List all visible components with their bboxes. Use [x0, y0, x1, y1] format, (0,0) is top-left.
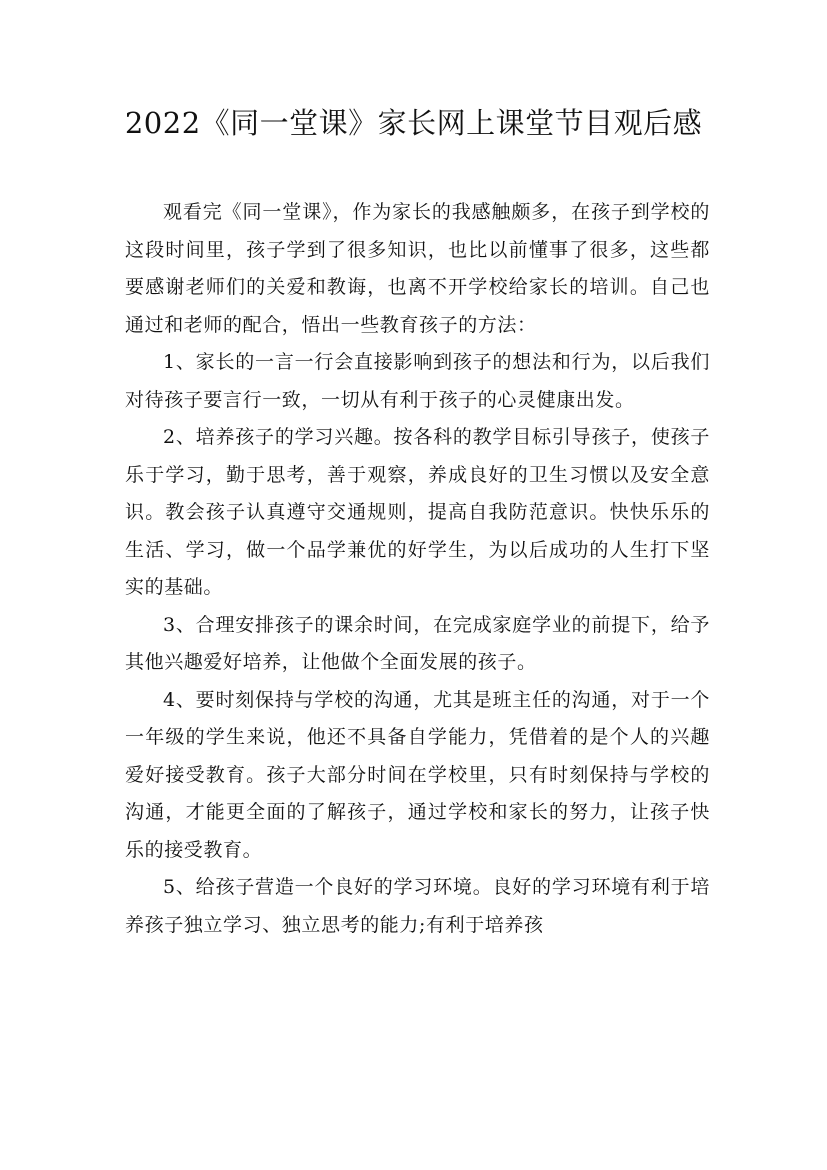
paragraph-point-4: 4、要时刻保持与学校的沟通，尤其是班主任的沟通，对于一个一年级的学生来说，他还不具备自学能力，凭借着的是个人的兴趣爱好接受教育。孩子大部分时间在学校里，只有时刻保持与学校的沟通，才能更全面的了解孩子，通过学校和家长的努力，让孩子快乐的接受教育。	[125, 688, 710, 861]
paragraph-point-1: 1、家长的一言一行会直接影响到孩子的想法和行为，以后我们对待孩子要言行一致，一切从有利于孩子的心灵健康出发。	[125, 351, 710, 411]
document-body	[125, 194, 710, 944]
document-title: 2022《同一堂课》家长网上课堂节目观后感	[124, 106, 703, 140]
paragraph-point-2: 2、培养孩子的学习兴趣。按各科的教学目标引导孩子，使孩子乐于学习，勤于思考，善于观察，养成良好的卫生习惯以及安全意识。教会孩子认真遵守交通规则，提高自我防范意识。快快乐乐的生活、学习，做一个品学兼优的好学生，为以后成功的人生打下坚实的基础。	[125, 426, 710, 598]
paragraph-point-3: 3、合理安排孩子的课余时间，在完成家庭学业的前提下，给予其他兴趣爱好培养，让他做个全面发展的孩子。	[125, 613, 710, 673]
paragraph-point-5: 5、给孩子营造一个良好的学习环境。良好的学习环境有利于培养孩子独立学习、独立思考的能力;有利于培养孩	[125, 876, 710, 936]
paragraph-intro: 观看完《同一堂课》，作为家长的我感触颇多，在孩子到学校的这段时间里，孩子学到了很多知识，也比以前懂事了很多，这些都要感谢老师们的关爱和教诲，也离不开学校给家长的培训。自己也通过和老师的配合，悟出一些教育孩子的方法：	[125, 201, 710, 336]
